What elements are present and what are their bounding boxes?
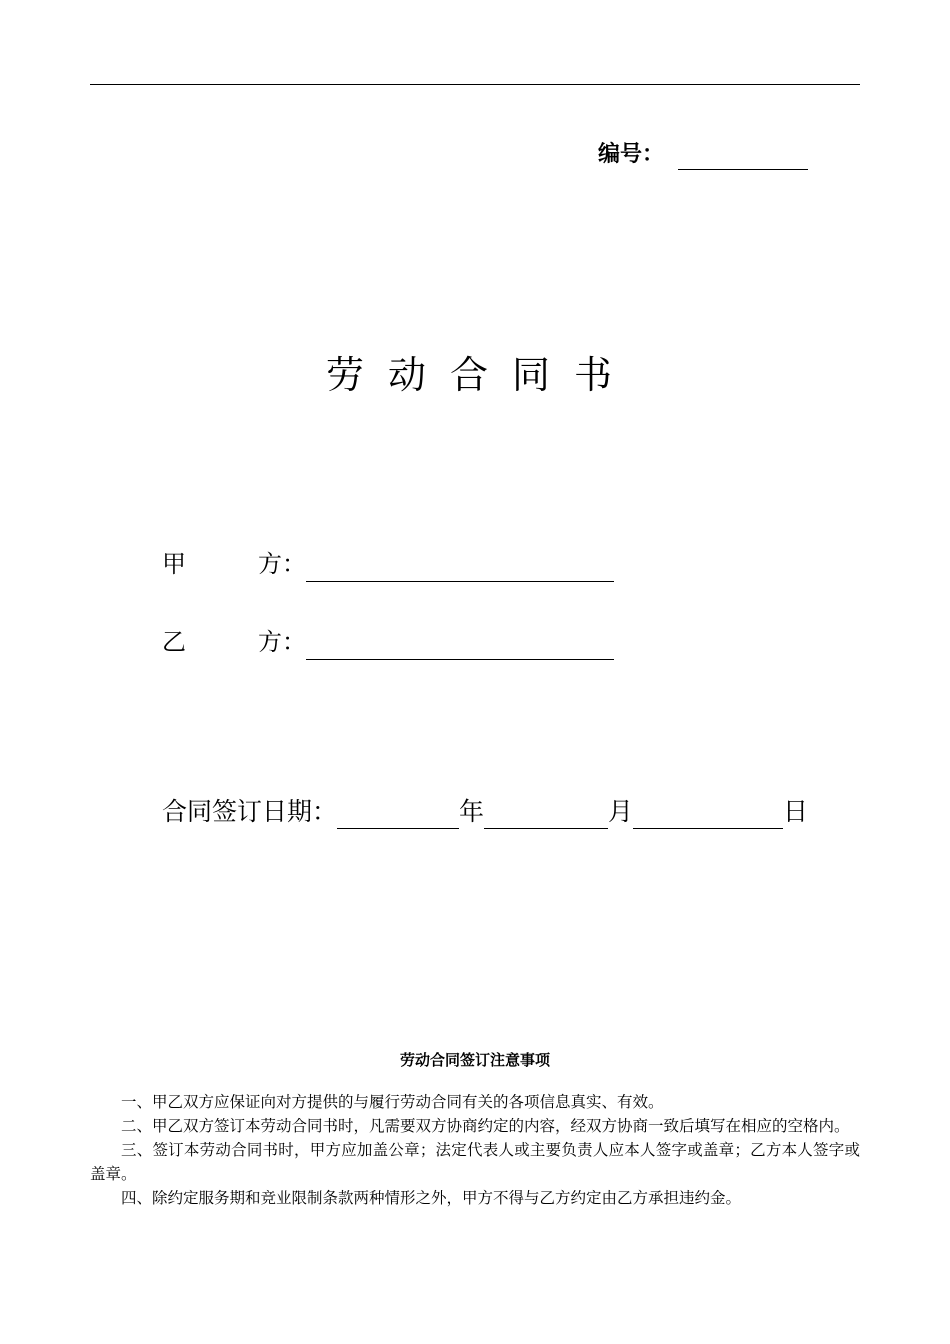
note-item: 二、甲乙双方签订本劳动合同书时，凡需要双方协商约定的内容，经双方协商一致后填写在相应的空格内。: [121, 1117, 850, 1135]
party-a-blank[interactable]: [306, 553, 614, 582]
party-a-row: [162, 546, 614, 582]
document-title: 劳动合同书: [325, 353, 636, 397]
year-blank[interactable]: [337, 802, 459, 829]
signing-date-row: [162, 795, 808, 829]
month-blank[interactable]: [484, 802, 608, 829]
party-b-blank[interactable]: [306, 631, 614, 660]
note-item: 一、甲乙双方应保证向对方提供的与履行劳动合同有关的各项信息真实、有效。: [121, 1093, 664, 1111]
header-rule: [90, 84, 860, 85]
day-label: 日: [783, 797, 809, 826]
day-blank[interactable]: [633, 802, 783, 829]
serial-number-blank[interactable]: [678, 147, 808, 170]
month-label: 月: [608, 797, 634, 826]
serial-number-label: 编号：: [598, 142, 665, 167]
party-b-suffix: 方：: [258, 628, 306, 656]
party-a-suffix: 方：: [258, 550, 306, 578]
year-label: 年: [459, 797, 485, 826]
party-a-label: 甲: [162, 550, 186, 578]
signing-date-label: 合同签订日期：: [162, 797, 338, 826]
notes-list: [90, 1090, 860, 1210]
party-b-row: [162, 624, 614, 660]
serial-number-field: [598, 140, 808, 170]
party-b-label: 乙: [162, 628, 186, 656]
notes-title: 劳动合同签订注意事项: [399, 1051, 550, 1069]
note-item: 三、签订本劳动合同书时，甲方应加盖公章；法定代表人或主要负责人应本人签字或盖章；乙方本人签字或盖章。: [90, 1141, 860, 1183]
note-item: 四、除约定服务期和竞业限制条款两种情形之外，甲方不得与乙方约定由乙方承担违约金。: [121, 1189, 742, 1207]
